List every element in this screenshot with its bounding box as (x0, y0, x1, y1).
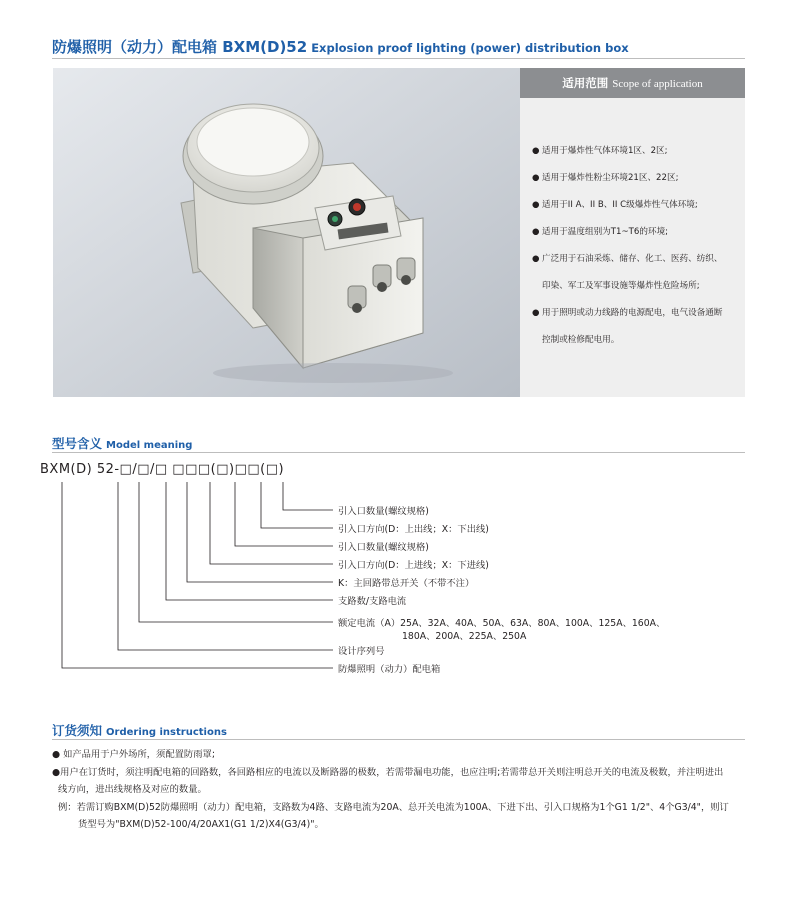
distribution-box-illustration (53, 68, 520, 397)
list-item-text: 适用于温度组别为T1~T6的环境; (542, 227, 669, 237)
application-title-cn: 适用范围 (562, 76, 609, 90)
list-item-text: 用于照明或动力线路的电源配电，电气设备通断 (542, 308, 723, 318)
model-meaning-title-cn: 型号含义 (52, 436, 103, 451)
list-item-text: 广泛用于石油采炼、储存、化工、医药、纺织、 (542, 254, 723, 264)
ordering-text (52, 746, 752, 834)
legend-label: 设计序列号 (338, 646, 385, 657)
application-list (532, 138, 742, 354)
legend-label: K：主回路带总开关（不带不注） (338, 578, 475, 589)
ordering-line: 线方向，进出线规格及对应的数量。 (58, 784, 207, 795)
model-meaning-divider (52, 452, 745, 453)
list-item-text: 适用于爆炸性气体环境1区、2区; (542, 146, 668, 156)
list-item-text: 适用于爆炸性粉尘环境21区、22区; (542, 173, 679, 183)
list-item (532, 165, 742, 192)
ordering-example: 例：若需订购BXM(D)52防爆照明（动力）配电箱，支路数为4路、支路电流为20A、总开关电流为100A、下进下出、引入口规格为1个G1 1/2"、4个G3/4"，则订 (58, 801, 729, 813)
list-item-text: 控制或检修配电用。 (542, 335, 620, 345)
legend-label: 引入口数量(螺纹规格) (338, 506, 429, 517)
list-item (532, 246, 742, 273)
ordering-line: ●用户在订货时，须注明配电箱的回路数，各回路相应的电流以及断路器的极数，若需带漏电功能，也应注明;若需带总开关则注明总开关的电流及极数，并注明进出 (52, 766, 724, 778)
legend-label: 支路数/支路电流 (338, 596, 407, 607)
list-item (532, 219, 742, 246)
legend-label: 额定电流（A）25A、32A、40A、50A、63A、80A、100A、125A、160A、 (338, 618, 666, 629)
ordering-title-en: Ordering instructions (106, 727, 227, 738)
bullet-icon: ● (532, 254, 540, 264)
application-panel (520, 68, 745, 397)
bullet-icon: ● (532, 308, 540, 318)
list-item (532, 192, 742, 219)
application-title-en: Scope of application (612, 78, 703, 90)
ordering-heading (52, 721, 227, 739)
list-item (532, 138, 742, 165)
title-divider (52, 58, 745, 59)
legend-label-continuation: 180A、200A、225A、250A (402, 631, 527, 642)
model-code: BXM(D) 52-□/□/□ □□□(□)□□(□) (40, 462, 285, 477)
ordering-line: ● 如产品用于户外场所，须配置防雨罩; (52, 749, 215, 760)
bullet-icon: ● (532, 146, 540, 156)
title-cn: 防爆照明（动力）配电箱 BXM(D)52 (52, 38, 308, 56)
bullet-icon: ● (532, 200, 540, 210)
legend-label: 引入口方向(D：上出线；X：下出线) (338, 524, 489, 535)
legend-label: 引入口数量(螺纹规格) (338, 542, 429, 553)
list-item-text: 适用于II A、II B、II C级爆炸性气体环境; (542, 200, 698, 210)
application-header (520, 68, 745, 98)
list-item (532, 300, 742, 327)
list-item-continuation (532, 327, 742, 354)
product-photo (53, 68, 520, 397)
legend-label: 引入口方向(D：上进线；X：下进线) (338, 560, 489, 571)
legend-label: 防爆照明（动力）配电箱 (338, 664, 441, 675)
list-item-text: 印染、军工及军事设施等爆炸性危险场所; (542, 281, 700, 291)
model-meaning-heading (52, 434, 192, 452)
title-en: Explosion proof lighting (power) distribution box (311, 41, 629, 55)
bullet-icon: ● (532, 173, 540, 183)
ordering-title-cn: 订货须知 (52, 723, 103, 738)
page-title (52, 36, 629, 57)
ordering-example-continuation: 货型号为"BXM(D)52-100/4/20AX1(G1 1/2)X4(G3/4)"。 (78, 819, 324, 830)
bullet-icon: ● (532, 227, 540, 237)
list-item-continuation (532, 273, 742, 300)
ordering-divider (52, 739, 745, 740)
model-meaning-title-en: Model meaning (106, 440, 193, 451)
